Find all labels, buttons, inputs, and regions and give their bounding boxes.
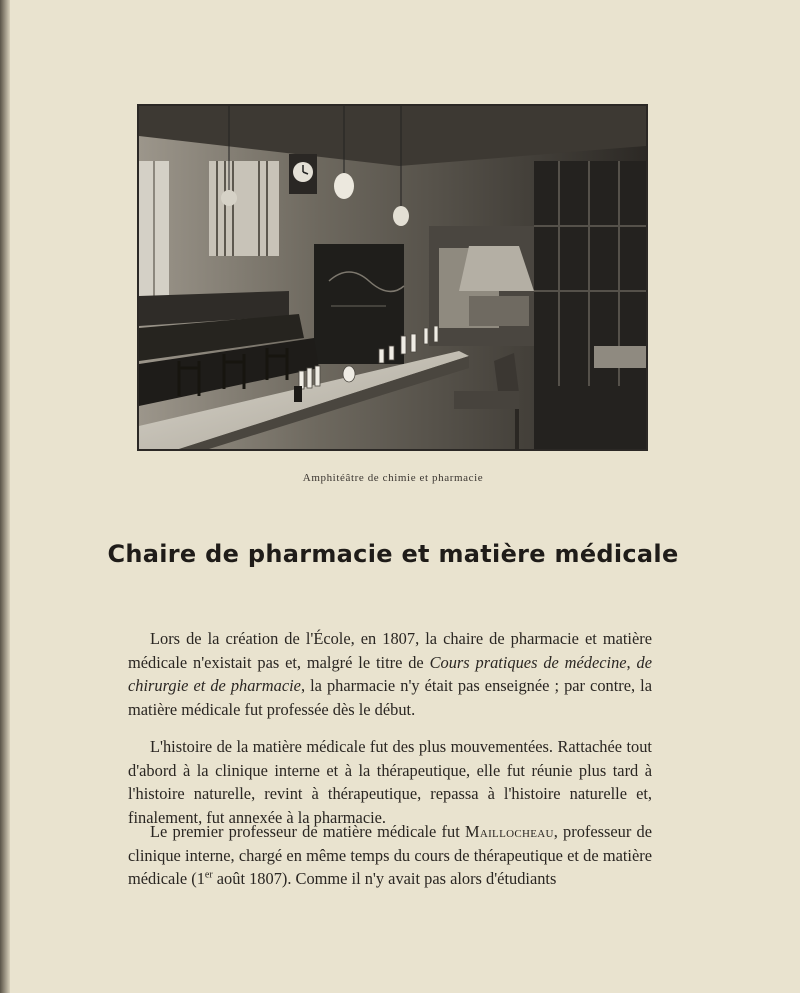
paragraph-1 <box>128 627 652 721</box>
p1-text-b: , <box>626 652 637 672</box>
photo-caption: Amphitéâtre de chimie et pharmacie <box>302 472 484 484</box>
p3-superscript: er <box>204 869 213 881</box>
page-binding-edge <box>0 0 10 993</box>
section-title: Chaire de pharmacie et matière médicale <box>107 540 679 568</box>
p1-italic-title-1: Cours pratiques de médecine <box>429 652 627 672</box>
p3-text-b: , professeur de clinique interne, chargé en même temps du cours de thérapeutique et de matière médicale (1 <box>128 822 652 889</box>
p3-text-a: Le premier professeur de matière médicale fut <box>150 822 465 841</box>
p1-italic-title-2: de chirurgie et de pharmacie <box>128 652 652 696</box>
paragraph-2: L'histoire de la matière médicale fut des plus mouvementées. Rattachée tout d'abord à la clinique interne et à la thérapeutique, elle fut réunie plus tard à l'histoire naturelle, revint à thérapeutique, repassa à l'histoire naturelle et, finalement, fut annexée à la pharmacie. <box>128 737 652 827</box>
lecture-hall-photo <box>137 104 648 451</box>
p1-text-c: , la pharmacie n'y était pas enseignée ; par contre, la matière médicale fut professée dès le début. <box>128 676 652 719</box>
p1-text-a: Lors de la création de l'École, en 1807, la chaire de pharmacie et matière médicale n'existait pas et, malgré le titre de <box>128 629 652 672</box>
p3-text-c: août 1807). Comme il n'y avait pas alors d'étudiants <box>212 869 557 889</box>
professor-name: Maillocheau <box>464 822 554 841</box>
paragraph-3 <box>128 820 652 891</box>
